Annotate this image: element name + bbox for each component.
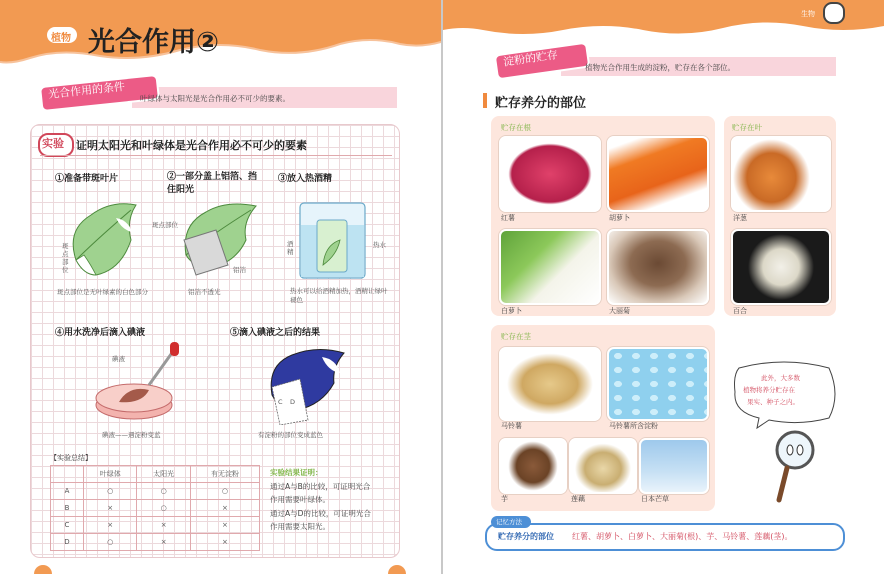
speech-bubble [729,360,839,430]
stem-box-title: 贮存在茎 [501,332,531,341]
table-cell: × [190,517,259,534]
table-cell: ○ [137,500,190,517]
section-desc: 植物光合作用生成的淀粉，贮存在各个部位。 [585,63,735,72]
page-corner-dot [388,565,406,574]
label-spot: 斑点部位 [152,221,178,229]
label-c: C [278,398,283,406]
lotus-root-photo [569,438,637,494]
table-cell: × [84,517,137,534]
memory-badge-label: 记忆方法 [496,518,522,526]
variegated-leaf-illustration [66,200,156,280]
root-box-title: 贮存在根 [501,123,531,132]
dahlia-root-photo [607,229,709,305]
label-iodine: 碘液 [112,355,125,363]
lily-bulb-photo [731,229,831,305]
radish-photo [499,229,601,305]
caption-5: 有淀粉的部位变成蓝色 [258,431,323,439]
table-cell: × [190,534,259,551]
label-spot-vertical: 斑点部位 [62,242,69,274]
page-corner-dot [34,565,52,574]
table-row [51,534,260,551]
onion-photo [731,136,831,212]
photo-label: 马铃薯所含淀粉 [609,422,658,430]
potato-starch-photo [607,347,709,421]
potato-photo [499,347,601,421]
photo-label: 百合 [733,307,747,315]
table-header: 太阳光 [137,466,190,483]
beaker-illustration [295,195,375,285]
taro-photo [499,438,567,494]
magnifier-mascot-icon [773,428,833,508]
right-page [443,0,884,574]
result-line: 通过A与B的比较，可证明光合 [270,482,371,491]
sweet-potato-photo [499,136,601,212]
step-1-label: ①准备带斑叶片 [55,174,119,184]
result-line: 作用需要太阳光。 [270,522,330,531]
photo-label: 莲藕 [571,495,585,503]
experiment-title: 证明太阳光和叶绿体是光合作用必不可少的要素 [76,139,307,152]
photo-label: 日本芒草 [641,495,669,503]
section-title: 光合作用的条件 [47,80,126,101]
result-title: 实验结果证明： [270,468,323,477]
summary-table [50,465,260,551]
carrot-photo [607,136,709,212]
section-heading: 贮存养分的部位 [495,96,587,111]
label-d: D [290,398,296,406]
table-cell: ○ [84,483,137,500]
header-tag: 生物 [801,10,815,18]
row-label: A [51,483,84,500]
left-page [0,0,441,574]
step-4-label: ④用水洗净后滴入碘液 [55,328,146,338]
heading-marker [483,93,487,108]
experiment-badge-label: 实验 [42,137,64,150]
label-hot-water: 热水 [373,241,386,249]
header-band [443,0,884,50]
header-emblem-icon [823,2,845,24]
label-foil: 铝箔 [233,266,246,274]
photo-label: 胡萝卜 [609,214,630,222]
divider [40,155,392,156]
table-cell: ○ [84,534,137,551]
step-3-label: ③放入热酒精 [278,174,333,184]
step-5-label: ⑤滴入碘液之后的结果 [230,328,321,338]
table-cell: × [190,500,259,517]
page-title: 光合作用② [88,27,219,58]
summary-title: 【实验总结】 [50,454,92,462]
section-title: 淀粉的贮存 [502,48,559,69]
caption-3: 热水可以给酒精加热，酒精让绿叶褪色 [290,287,388,304]
row-label: C [51,517,84,534]
result-leaf-illustration [262,345,352,425]
row-label: B [51,500,84,517]
result-line: 通过A与D的比较，可证明光合 [270,509,371,518]
caption-2: 铝箔不透光 [188,288,221,296]
photo-label: 马铃薯 [501,422,522,430]
section-desc: 叶绿体与太阳光是光合作用必不可少的要素。 [140,94,290,103]
category-label: 植物 [51,33,71,44]
table-header: 叶绿体 [84,466,137,483]
table-header: 有无淀粉 [190,466,259,483]
memory-label: 贮存养分的部位 [498,532,554,541]
result-line: 作用需要叶绿体。 [270,495,330,504]
table-cell: × [137,534,190,551]
speech-line: 植物将养分贮存在 [743,386,795,394]
caption-4: 碘液——遇淀粉变蓝 [102,431,161,439]
table-row [51,483,260,500]
table-cell: × [137,517,190,534]
table-row [51,517,260,534]
petri-dish-illustration [94,340,184,425]
speech-line: 果实、种子之内。 [747,398,799,406]
label-alcohol: 酒精 [287,240,294,256]
table-cell: × [84,500,137,517]
memory-text: 红薯、胡萝卜、白萝卜、大丽菊(根)、芋、马铃薯、莲藕(茎)。 [572,532,793,541]
table-cell: ○ [190,483,259,500]
photo-label: 白萝卜 [501,307,522,315]
photo-label: 芋 [501,495,508,503]
caption-1: 斑点部位是无叶绿素的白色部分 [57,288,148,296]
photo-label: 大丽菊 [609,307,630,315]
photo-label: 红薯 [501,214,515,222]
japanese-silver-grass-photo [639,438,709,494]
table-cell: ○ [137,483,190,500]
row-label: D [51,534,84,551]
table-row [51,500,260,517]
foil-leaf-illustration [176,200,266,280]
step-2-label: ②一部分盖上铝箔、挡住阳光 [167,172,258,195]
speech-line: 此外，大多数 [761,374,800,382]
photo-label: 洋葱 [733,214,747,222]
leaf-box-title: 贮存在叶 [732,123,762,132]
